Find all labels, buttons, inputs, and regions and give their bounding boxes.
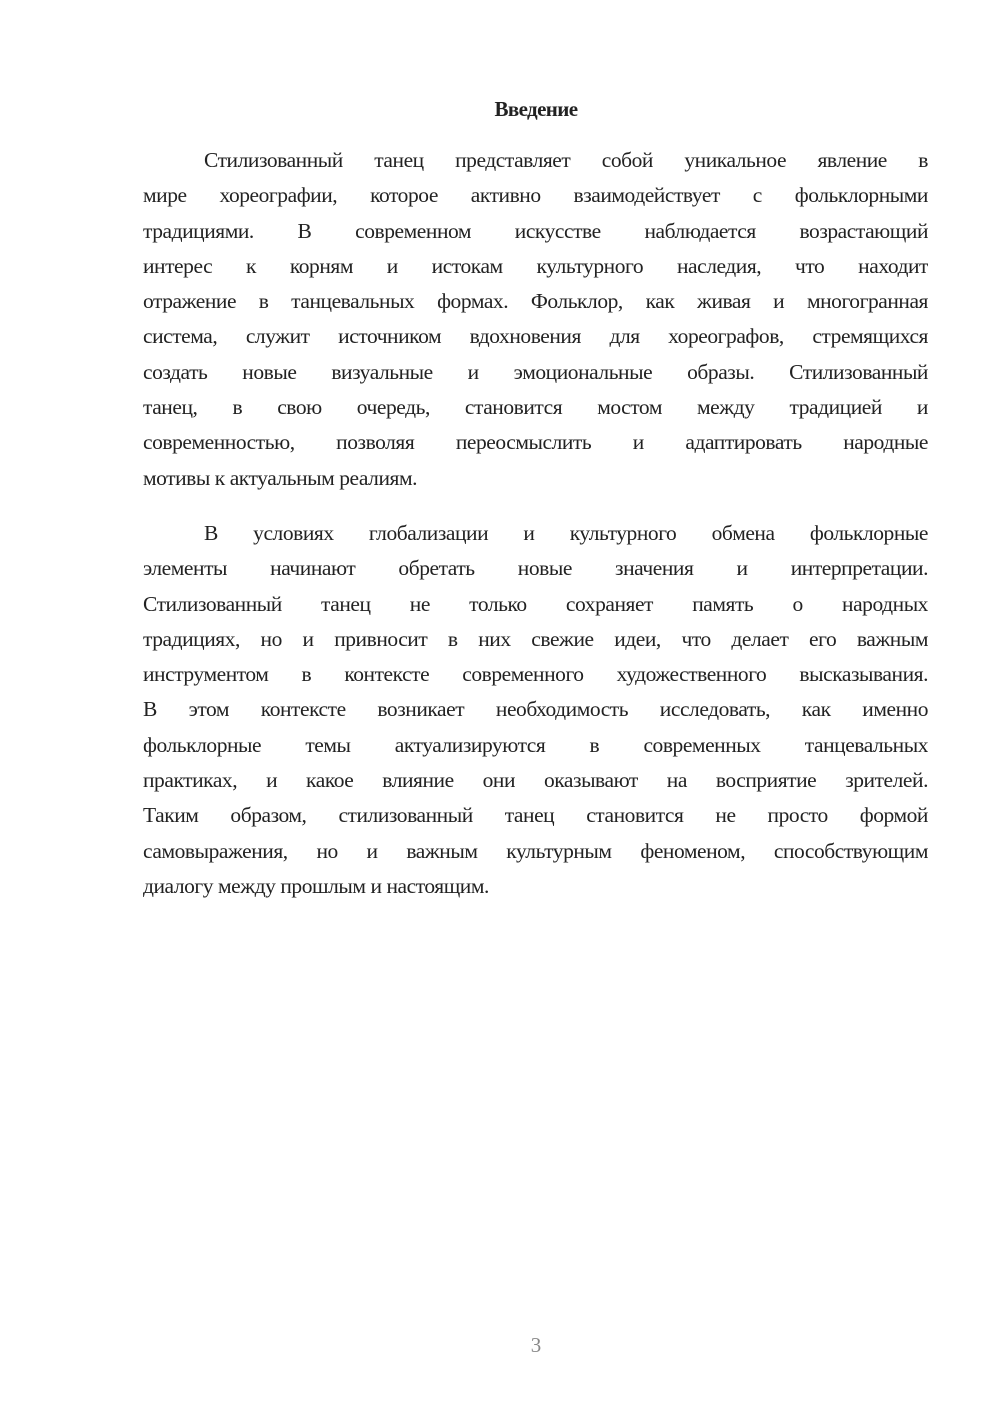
text-line: Стилизованный танец представляет собой уникальное явление в [204,148,928,172]
text-line: фольклорные темы актуализируются в современных танцевальных [143,732,928,757]
text-line: современностью, позволяя переосмыслить и адаптировать народные [143,430,928,455]
text-line: традициях, но и привносит в них свежие идеи, что делает его важным [143,626,928,651]
text-line: самовыражения, но и важным культурным феноменом, способствующим [143,838,928,863]
text-line: интерес к корням и истокам культурного наследия, что находит [143,253,928,278]
text-line: диалогу между прошлым и настоящим. [143,873,489,898]
text-line: элементы начинают обретать новые значения и интерпретации. [143,556,928,581]
page-number: 3 [530,1333,542,1357]
text-line: создать новые визуальные и эмоциональные образы. Стилизованный [143,359,928,384]
text-line: В условиях глобализации и культурного обмена фольклорные [204,521,928,545]
text-line: система, служит источником вдохновения для хореографов, стремящихся [143,324,928,349]
text-line: практиках, и какое влияние они оказывают на восприятие зрителей. [143,768,928,793]
section-title: Введение [494,97,578,121]
text-line: танец, в свою очередь, становится мостом между традицией и [143,395,928,420]
paragraph-1 [143,143,928,496]
text-line: Стилизованный танец не только сохраняет память о народных [143,591,928,616]
text-line: отражение в танцевальных формах. Фольклор, как живая и многогранная [143,289,928,314]
text-line: мире хореографии, которое активно взаимодействует с фольклорными [143,183,928,208]
text-line: Таким образом, стилизованный танец становится не просто формой [143,803,928,828]
text-line: мотивы к актуальным реалиям. [143,465,418,490]
paragraph-2 [143,516,928,904]
text-line: традициями. В современном искусстве наблюдается возрастающий [143,218,928,243]
text-line: инструментом в контексте современного художественного высказывания. [143,662,928,687]
text-line: В этом контексте возникает необходимость исследовать, как именно [143,697,928,722]
